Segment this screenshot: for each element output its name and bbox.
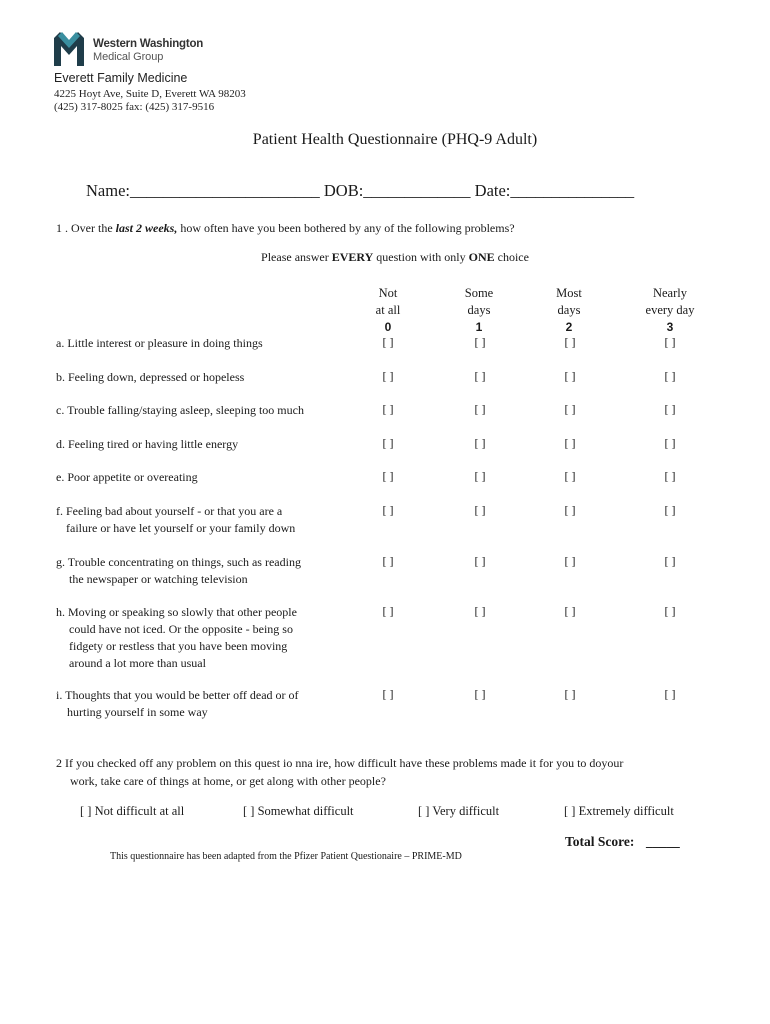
item-i-text: i. Thoughts that you would be better off dead or of <box>56 688 299 702</box>
logo-line-2: Medical Group <box>93 51 164 63</box>
checkbox-item-b-score-3[interactable]: [ ] <box>664 369 676 383</box>
checkbox-item-f-score-2[interactable]: [ ] <box>564 503 576 517</box>
item-h-text: h. Moving or speaking so slowly that other people <box>56 605 297 619</box>
total-score-label: Total Score: <box>565 834 635 849</box>
column-3-line-2: every day <box>645 303 695 317</box>
item-f-text: f. Feeling bad about yourself - or that you are a <box>56 504 283 518</box>
checkbox-item-g-score-1[interactable]: [ ] <box>474 554 486 568</box>
date-field[interactable]: _______________ <box>510 181 635 200</box>
checkbox-item-a-score-3[interactable]: [ ] <box>664 335 676 349</box>
checkbox-item-e-score-1[interactable]: [ ] <box>474 469 486 483</box>
item-a <box>56 335 356 352</box>
column-2-line-1: Most <box>556 286 582 300</box>
checkbox-item-h-score-1[interactable]: [ ] <box>474 604 486 618</box>
item-c-text: c. Trouble falling/staying asleep, sleeping too much <box>56 403 304 417</box>
column-2-line-2: days <box>557 303 581 317</box>
column-header-not-at-all <box>343 285 433 336</box>
checkbox-item-e-score-0[interactable]: [ ] <box>382 469 394 483</box>
question-2-line-1: 2 If you checked off any problem on this quest io nna ire, how difficult have these problems made it for you to doyour <box>56 756 624 770</box>
question-1-suffix: how often have you been bothered by any of the following problems? <box>180 221 515 235</box>
checkbox-item-g-score-0[interactable]: [ ] <box>382 554 394 568</box>
column-0-line-2: at all <box>375 303 401 317</box>
logo-wordmark <box>93 38 203 63</box>
checkbox-item-c-score-0[interactable]: [ ] <box>382 402 394 416</box>
item-g-text-cont: the newspaper or watching television <box>69 572 248 586</box>
checkbox-item-f-score-1[interactable]: [ ] <box>474 503 486 517</box>
column-0-line-1: Not <box>378 286 398 300</box>
item-e-text: e. Poor appetite or overeating <box>56 470 198 484</box>
item-i <box>56 687 356 721</box>
name-field[interactable]: _______________________ <box>129 181 320 200</box>
item-b-text: b. Feeling down, depressed or hopeless <box>56 370 245 384</box>
checkbox-item-d-score-3[interactable]: [ ] <box>664 436 676 450</box>
checkbox-item-c-score-2[interactable]: [ ] <box>564 402 576 416</box>
checkbox-item-b-score-0[interactable]: [ ] <box>382 369 394 383</box>
clinic-name: Everett Family Medicine <box>54 71 188 85</box>
item-d-text: d. Feeling tired or having little energy <box>56 437 239 451</box>
answer-instruction <box>0 250 770 265</box>
item-h-text-cont: could have not iced. Or the opposite - being so fidgety or restless that you have been moving around a lot more than usual <box>69 622 293 670</box>
checkbox-item-c-score-1[interactable]: [ ] <box>474 402 486 416</box>
item-f <box>56 503 356 537</box>
logo-line-1: Western Washington <box>93 38 204 50</box>
column-header-nearly-every-day <box>625 285 715 336</box>
total-score-field[interactable]: _____ <box>646 834 680 849</box>
question-2 <box>56 754 706 790</box>
question-1-emphasis: last 2 weeks, <box>115 221 178 235</box>
patient-fields <box>86 181 634 201</box>
date-label: Date: <box>474 181 511 200</box>
checkbox-item-i-score-3[interactable]: [ ] <box>664 687 676 701</box>
question-2-line-2: work, take care of things at home, or get along with other people? <box>70 774 386 788</box>
item-e <box>56 469 356 486</box>
item-h <box>56 604 356 672</box>
instruction-one: ONE <box>468 250 495 264</box>
clinic-address: 4225 Hoyt Ave, Suite D, Everett WA 98203 <box>54 88 246 100</box>
item-g <box>56 554 356 588</box>
checkbox-item-e-score-3[interactable]: [ ] <box>664 469 676 483</box>
column-header-most-days <box>524 285 614 336</box>
column-1-line-2: days <box>467 303 491 317</box>
checkbox-item-d-score-0[interactable]: [ ] <box>382 436 394 450</box>
item-a-text: a. Little interest or pleasure in doing things <box>56 336 263 350</box>
column-0-score: 0 <box>384 320 392 334</box>
question-1-prefix: Over the <box>71 221 113 235</box>
instruction-part-3: choice <box>497 250 529 264</box>
column-header-some-days <box>434 285 524 336</box>
name-label: Name: <box>86 181 130 200</box>
instruction-part-1: Please answer <box>261 250 329 264</box>
item-d <box>56 436 356 453</box>
checkbox-item-a-score-1[interactable]: [ ] <box>474 335 486 349</box>
checkbox-item-b-score-1[interactable]: [ ] <box>474 369 486 383</box>
checkbox-item-b-score-2[interactable]: [ ] <box>564 369 576 383</box>
column-3-score: 3 <box>666 320 674 334</box>
option-extremely-difficult[interactable]: [ ] Extremely difficult <box>564 804 674 818</box>
instruction-every: EVERY <box>331 250 374 264</box>
checkbox-item-h-score-0[interactable]: [ ] <box>382 604 394 618</box>
checkbox-item-g-score-3[interactable]: [ ] <box>664 554 676 568</box>
dob-label: DOB: <box>323 181 364 200</box>
checkbox-item-h-score-3[interactable]: [ ] <box>664 604 676 618</box>
question-1-number: 1 . <box>56 221 68 235</box>
checkbox-item-g-score-2[interactable]: [ ] <box>564 554 576 568</box>
form-title: Patient Health Questionnaire (PHQ-9 Adult) <box>252 131 538 148</box>
item-b <box>56 369 356 386</box>
checkbox-item-a-score-0[interactable]: [ ] <box>382 335 394 349</box>
item-i-text-cont: hurting yourself in some way <box>67 705 208 719</box>
checkbox-item-d-score-1[interactable]: [ ] <box>474 436 486 450</box>
column-1-line-1: Some <box>464 286 494 300</box>
item-f-text-cont: failure or have let yourself or your family down <box>66 521 296 535</box>
column-1-score: 1 <box>475 320 483 334</box>
column-3-line-1: Nearly <box>652 286 687 300</box>
western-washington-logo-icon <box>54 32 84 66</box>
instruction-part-2: question with only <box>376 250 466 264</box>
checkbox-item-c-score-3[interactable]: [ ] <box>664 402 676 416</box>
checkbox-item-a-score-2[interactable]: [ ] <box>564 335 576 349</box>
checkbox-item-d-score-2[interactable]: [ ] <box>564 436 576 450</box>
checkbox-item-i-score-1[interactable]: [ ] <box>474 687 486 701</box>
checkbox-item-f-score-3[interactable]: [ ] <box>664 503 676 517</box>
question-1 <box>56 221 515 236</box>
item-g-text: g. Trouble concentrating on things, such as reading <box>56 555 301 569</box>
checkbox-item-e-score-2[interactable]: [ ] <box>564 469 576 483</box>
option-very-difficult[interactable]: [ ] Very difficult <box>418 804 500 818</box>
column-2-score: 2 <box>565 320 573 334</box>
item-c <box>56 402 376 419</box>
option-somewhat-difficult[interactable]: [ ] Somewhat difficult <box>243 804 354 818</box>
dob-field[interactable]: _____________ <box>363 181 471 200</box>
checkbox-item-f-score-0[interactable]: [ ] <box>382 503 394 517</box>
checkbox-item-h-score-2[interactable]: [ ] <box>564 604 576 618</box>
option-not-difficult[interactable]: [ ] Not difficult at all <box>80 804 185 818</box>
checkbox-item-i-score-2[interactable]: [ ] <box>564 687 576 701</box>
clinic-phone-fax: (425) 317-8025 fax: (425) 317-9516 <box>54 101 215 113</box>
checkbox-item-i-score-0[interactable]: [ ] <box>382 687 394 701</box>
footer-credit: This questionnaire has been adapted from the Pfizer Patient Questionaire – PRIME-MD <box>110 851 462 862</box>
